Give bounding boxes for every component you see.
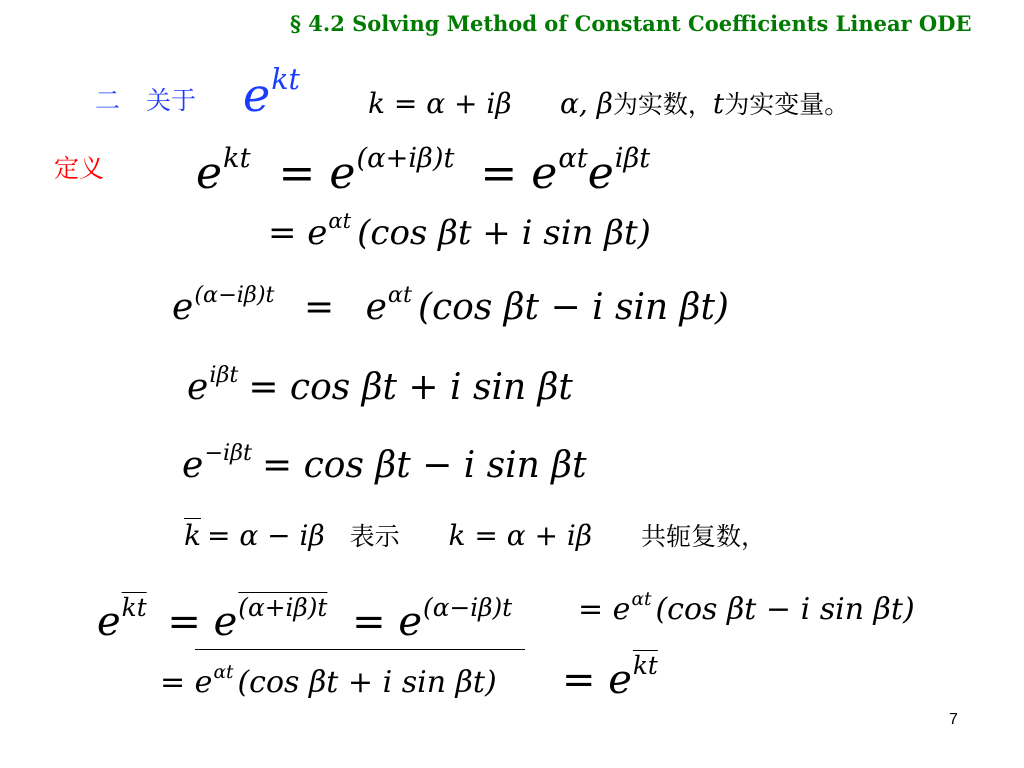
equation-7-result: = $e^{\overline{kt}}$ bbox=[562, 650, 658, 703]
equation-7: = $e^{\alpha t}$ (cos βt + i sin βt) bbox=[160, 661, 497, 700]
equation-6-continuation: = $e^{\alpha t}$ (cos βt − i sin βt) bbox=[578, 588, 915, 627]
equation-4: $e^{i\beta t} = \cos \beta t + i$ sin βt bbox=[187, 361, 573, 408]
section-label: 关于 bbox=[146, 86, 197, 115]
k-definition: k = α + iβ bbox=[368, 87, 512, 120]
equation-1: $e^{kt} = e^{(\alpha+i\beta)t} = e^{\alpha t}e^{i\beta t}$ bbox=[196, 142, 651, 199]
k-parameters-note: α, β为实数，t为实变量。 bbox=[560, 87, 850, 120]
conjugate-overline bbox=[195, 649, 525, 650]
equation-5: $e^{-i\beta t} = \cos \beta t - i$ sin βt bbox=[182, 439, 587, 486]
equation-2: = $e^{\alpha t}$ (cos βt + i sin βt) bbox=[268, 207, 651, 253]
conjugate-statement: $\overline{k} = \alpha - i\beta$ 表示 k = α + iβ 共轭复数， bbox=[184, 519, 766, 552]
page-number: 7 bbox=[949, 711, 958, 728]
slide-title: § 4.2 Solving Method of Constant Coefficients Linear ODE bbox=[290, 11, 972, 36]
definition-label: 定义 bbox=[54, 154, 105, 183]
section-expression: $e^{kt}$ bbox=[243, 62, 300, 122]
equation-6: $e^{\overline{kt}} = e^{(\alpha+i\beta)t} = e^{(\alpha-i\beta)t}$ bbox=[97, 592, 513, 645]
equation-3: $e^{(\alpha-i\beta)t} = e^{\alpha t}$ (cos βt − i sin βt) bbox=[172, 281, 729, 328]
section-number: 二 bbox=[95, 86, 121, 115]
